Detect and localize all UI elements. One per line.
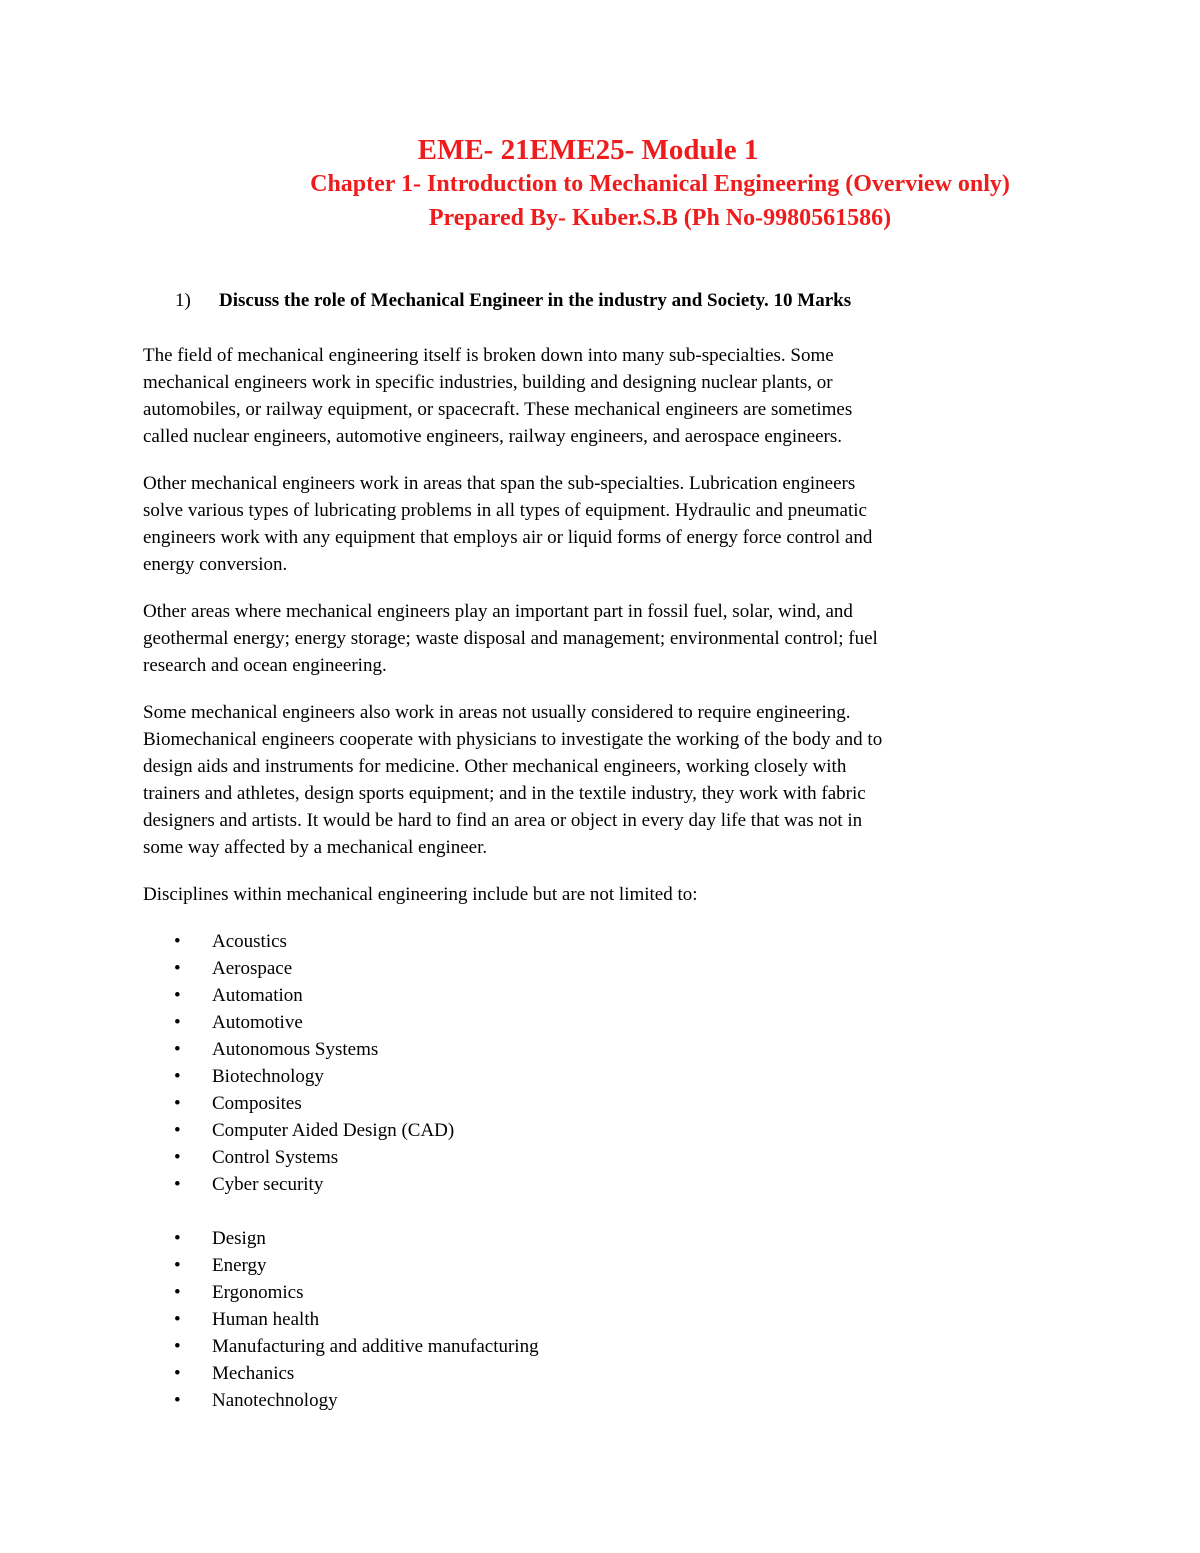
- list-item: [143, 1117, 1083, 1144]
- list-item: [143, 1279, 1083, 1306]
- paragraph-line: research and ocean engineering.: [143, 655, 387, 676]
- list-item: [143, 1036, 1083, 1063]
- bullet-icon: •: [174, 1390, 181, 1411]
- paragraph-line: called nuclear engineers, automotive engineers, railway engineers, and aerospace engineers.: [143, 426, 842, 447]
- list-item: [143, 1144, 1083, 1171]
- question-heading: [175, 288, 851, 314]
- bullet-icon: •: [174, 1363, 181, 1384]
- list-item-text: Manufacturing and additive manufacturing: [212, 1336, 539, 1357]
- paragraph-line: some way affected by a mechanical engineer.: [143, 837, 488, 858]
- chapter-heading: Chapter 1- Introduction to Mechanical Engineering (Overview only): [310, 171, 1010, 197]
- list-item: [143, 955, 1083, 982]
- paragraph-line: designers and artists. It would be hard to find an area or object in every day life that was not in: [143, 810, 863, 831]
- paragraph-line: mechanical engineers work in specific industries, building and designing nuclear plants, or: [143, 372, 833, 393]
- bullet-icon: •: [174, 1147, 181, 1168]
- list-item-text: Biotechnology: [212, 1066, 324, 1087]
- list-item: [143, 928, 1083, 955]
- paragraph: [143, 470, 1083, 578]
- bullet-icon: •: [174, 1336, 181, 1357]
- question-text: Discuss the role of Mechanical Engineer in the industry and Society. 10 Marks: [219, 290, 852, 311]
- paragraph-line: trainers and athletes, design sports equipment; and in the textile industry, they work with fabric: [143, 783, 866, 804]
- list-item-text: Nanotechnology: [212, 1390, 338, 1411]
- disciplines-intro: Disciplines within mechanical engineering include but are not limited to:: [143, 884, 698, 905]
- paragraph-line: solve various types of lubricating problems in all types of equipment. Hydraulic and pneumatic: [143, 500, 867, 521]
- list-item-text: Computer Aided Design (CAD): [212, 1120, 455, 1141]
- bullet-icon: •: [174, 1174, 181, 1195]
- list-item-text: Control Systems: [212, 1147, 339, 1168]
- list-item: [143, 1225, 1083, 1252]
- paragraph-line: energy conversion.: [143, 554, 288, 575]
- paragraph-line: Some mechanical engineers also work in areas not usually considered to require engineering.: [143, 702, 851, 723]
- bullet-icon: •: [174, 1228, 181, 1249]
- list-item-text: Autonomous Systems: [212, 1039, 379, 1060]
- list-item-text: Aerospace: [212, 958, 293, 979]
- paragraph-line: engineers work with any equipment that employs air or liquid forms of energy force control and: [143, 527, 873, 548]
- author-line: Prepared By- Kuber.S.B (Ph No-9980561586): [428, 205, 892, 231]
- bullet-icon: •: [174, 1093, 181, 1114]
- bullet-icon: •: [174, 1282, 181, 1303]
- paragraph-line: Other areas where mechanical engineers play an important part in fossil fuel, solar, wind, and: [143, 601, 853, 622]
- list-item-text: Energy: [212, 1255, 267, 1276]
- list-item-text: Mechanics: [212, 1363, 295, 1384]
- list-item-text: Acoustics: [212, 931, 287, 952]
- bullet-icon: •: [174, 1066, 181, 1087]
- bullet-icon: •: [174, 958, 181, 979]
- list-item: [143, 1063, 1083, 1090]
- list-item: [143, 1252, 1083, 1279]
- bullet-icon: •: [174, 985, 181, 1006]
- bullet-icon: •: [174, 1255, 181, 1276]
- paragraph-group: [143, 342, 1083, 861]
- list-item: [143, 1090, 1083, 1117]
- bullet-icon: •: [174, 1120, 181, 1141]
- question-number: 1): [175, 290, 191, 311]
- bullet-icon: •: [174, 1012, 181, 1033]
- list-item-text: Ergonomics: [212, 1282, 304, 1303]
- paragraph-line: Biomechanical engineers cooperate with physicians to investigate the working of the body and to: [143, 729, 883, 750]
- paragraph-line: design aids and instruments for medicine. Other mechanical engineers, working closely with: [143, 756, 847, 777]
- list-item: [143, 1171, 1083, 1198]
- list-item: [143, 1360, 1083, 1387]
- list-item: [143, 1306, 1083, 1333]
- paragraph: [143, 598, 1083, 679]
- bullet-icon: •: [174, 931, 181, 952]
- document-body: [143, 342, 1083, 1414]
- disciplines-list-1: [143, 928, 1083, 1198]
- bullet-icon: •: [174, 1309, 181, 1330]
- list-item: [143, 982, 1083, 1009]
- list-item: [143, 1009, 1083, 1036]
- paragraph: [143, 342, 1083, 450]
- list-item-text: Composites: [212, 1093, 302, 1114]
- list-item-text: Cyber security: [212, 1174, 324, 1195]
- list-item-text: Automation: [212, 985, 303, 1006]
- document-title: EME- 21EME25- Module 1: [417, 134, 759, 166]
- list-item-text: Design: [212, 1228, 266, 1249]
- list-item-text: Automotive: [212, 1012, 303, 1033]
- paragraph-line: Other mechanical engineers work in areas that span the sub-specialties. Lubrication engineers: [143, 473, 856, 494]
- list-item-text: Human health: [212, 1309, 320, 1330]
- paragraph-line: The field of mechanical engineering itself is broken down into many sub-specialties. Some: [143, 345, 834, 366]
- paragraph-line: geothermal energy; energy storage; waste disposal and management; environmental control; fuel: [143, 628, 878, 649]
- disciplines-list-2: [143, 1225, 1083, 1414]
- bullet-icon: •: [174, 1039, 181, 1060]
- paragraph-line: automobiles, or railway equipment, or spacecraft. These mechanical engineers are sometimes: [143, 399, 853, 420]
- list-item: [143, 1333, 1083, 1360]
- paragraph: [143, 699, 1083, 861]
- list-item: [143, 1387, 1083, 1414]
